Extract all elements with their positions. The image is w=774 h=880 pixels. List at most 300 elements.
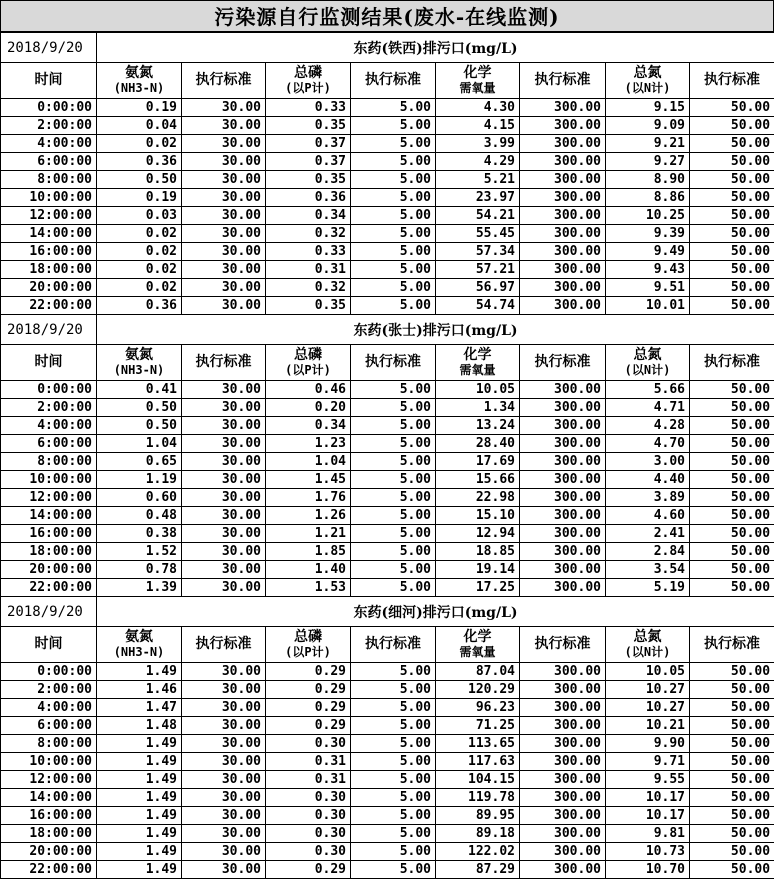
time-cell: 0:00:00 xyxy=(1,381,97,399)
header-phosphorus-standard xyxy=(351,627,436,663)
time-cell: 2:00:00 xyxy=(1,681,97,699)
phosphorus-standard-cell: 5.00 xyxy=(351,261,436,279)
cod-cell: 104.15 xyxy=(436,771,520,789)
table-row xyxy=(1,189,774,207)
cod-cell: 10.05 xyxy=(436,381,520,399)
header-phosphorus-unit: (以P计) xyxy=(285,80,331,95)
table-row xyxy=(1,153,774,171)
ammonia-standard-cell: 30.00 xyxy=(182,753,266,771)
phosphorus-standard-cell: 5.00 xyxy=(351,171,436,189)
header-nitrogen-unit: (以N计) xyxy=(624,644,671,659)
table-row xyxy=(1,699,774,717)
time-cell: 4:00:00 xyxy=(1,135,97,153)
nitrogen-standard-cell: 50.00 xyxy=(690,171,774,189)
cod-cell: 113.65 xyxy=(436,735,520,753)
table-row xyxy=(1,297,774,315)
nitrogen-cell: 9.71 xyxy=(606,753,690,771)
phosphorus-cell: 0.35 xyxy=(266,297,351,315)
ammonia-cell: 0.48 xyxy=(97,507,182,525)
ammonia-standard-cell: 30.00 xyxy=(182,789,266,807)
ammonia-cell: 1.49 xyxy=(97,825,182,843)
phosphorus-cell: 1.76 xyxy=(266,489,351,507)
header-nitrogen-standard xyxy=(690,63,774,99)
ammonia-cell: 1.49 xyxy=(97,861,182,879)
ammonia-standard-cell: 30.00 xyxy=(182,189,266,207)
phosphorus-standard-cell: 5.00 xyxy=(351,807,436,825)
header-nitrogen-standard xyxy=(690,627,774,663)
header-ammonia-standard xyxy=(182,627,266,663)
phosphorus-standard-cell: 5.00 xyxy=(351,699,436,717)
cod-cell: 15.66 xyxy=(436,471,520,489)
nitrogen-standard-cell: 50.00 xyxy=(690,771,774,789)
nitrogen-standard-cell: 50.00 xyxy=(690,525,774,543)
header-ammonia-standard xyxy=(182,345,266,381)
ammonia-standard-cell: 30.00 xyxy=(182,417,266,435)
header-cod xyxy=(436,345,520,381)
cod-cell: 87.04 xyxy=(436,663,520,681)
nitrogen-cell: 9.15 xyxy=(606,99,690,117)
phosphorus-cell: 1.21 xyxy=(266,525,351,543)
cod-cell: 12.94 xyxy=(436,525,520,543)
phosphorus-standard-cell: 5.00 xyxy=(351,789,436,807)
phosphorus-standard-cell: 5.00 xyxy=(351,435,436,453)
ammonia-cell: 1.49 xyxy=(97,843,182,861)
ammonia-cell: 0.50 xyxy=(97,171,182,189)
nitrogen-standard-cell: 50.00 xyxy=(690,579,774,597)
nitrogen-standard-cell: 50.00 xyxy=(690,207,774,225)
nitrogen-standard-cell: 50.00 xyxy=(690,135,774,153)
time-cell: 2:00:00 xyxy=(1,399,97,417)
table-row xyxy=(1,489,774,507)
ammonia-cell: 0.50 xyxy=(97,417,182,435)
ammonia-standard-cell: 30.00 xyxy=(182,117,266,135)
nitrogen-standard-cell: 50.00 xyxy=(690,243,774,261)
phosphorus-standard-cell: 5.00 xyxy=(351,99,436,117)
table-row xyxy=(1,561,774,579)
nitrogen-standard-cell: 50.00 xyxy=(690,561,774,579)
ammonia-cell: 1.49 xyxy=(97,735,182,753)
section-outlet-title: 东药(张士)排污口(mg/L) xyxy=(97,315,774,345)
nitrogen-standard-cell: 50.00 xyxy=(690,471,774,489)
time-cell: 14:00:00 xyxy=(1,507,97,525)
table-row xyxy=(1,279,774,297)
table-row xyxy=(1,807,774,825)
nitrogen-cell: 5.19 xyxy=(606,579,690,597)
nitrogen-standard-cell: 50.00 xyxy=(690,807,774,825)
nitrogen-cell: 10.70 xyxy=(606,861,690,879)
time-cell: 20:00:00 xyxy=(1,843,97,861)
ammonia-cell: 0.02 xyxy=(97,279,182,297)
time-cell: 20:00:00 xyxy=(1,561,97,579)
phosphorus-cell: 0.37 xyxy=(266,153,351,171)
ammonia-cell: 1.19 xyxy=(97,471,182,489)
header-ammonia-label: 氨氮 xyxy=(125,64,153,81)
section-header-row xyxy=(1,315,774,345)
section-header-row xyxy=(1,33,774,63)
phosphorus-standard-cell: 5.00 xyxy=(351,753,436,771)
ammonia-standard-cell: 30.00 xyxy=(182,453,266,471)
header-cod-standard-label: 执行标准 xyxy=(534,72,591,88)
ammonia-cell: 1.52 xyxy=(97,543,182,561)
cod-cell: 55.45 xyxy=(436,225,520,243)
cod-cell: 122.02 xyxy=(436,843,520,861)
phosphorus-standard-cell: 5.00 xyxy=(351,717,436,735)
time-cell: 18:00:00 xyxy=(1,261,97,279)
ammonia-cell: 0.02 xyxy=(97,225,182,243)
phosphorus-standard-cell: 5.00 xyxy=(351,561,436,579)
ammonia-cell: 1.49 xyxy=(97,807,182,825)
header-phosphorus-label: 总磷 xyxy=(294,628,322,645)
time-cell: 14:00:00 xyxy=(1,225,97,243)
phosphorus-standard-cell: 5.00 xyxy=(351,543,436,561)
cod-cell: 28.40 xyxy=(436,435,520,453)
phosphorus-cell: 1.45 xyxy=(266,471,351,489)
cod-cell: 57.34 xyxy=(436,243,520,261)
cod-cell: 89.95 xyxy=(436,807,520,825)
time-cell: 6:00:00 xyxy=(1,435,97,453)
header-cod-unit: 需氧量 xyxy=(459,362,496,377)
header-time-label: 时间 xyxy=(34,636,63,652)
ammonia-standard-cell: 30.00 xyxy=(182,579,266,597)
ammonia-standard-cell: 30.00 xyxy=(182,435,266,453)
table-row xyxy=(1,261,774,279)
phosphorus-standard-cell: 5.00 xyxy=(351,225,436,243)
nitrogen-standard-cell: 50.00 xyxy=(690,699,774,717)
nitrogen-cell: 10.27 xyxy=(606,681,690,699)
cod-standard-cell: 300.00 xyxy=(520,543,606,561)
phosphorus-cell: 0.34 xyxy=(266,207,351,225)
ammonia-cell: 1.39 xyxy=(97,579,182,597)
time-cell: 22:00:00 xyxy=(1,579,97,597)
time-cell: 16:00:00 xyxy=(1,807,97,825)
phosphorus-cell: 0.29 xyxy=(266,681,351,699)
table-row xyxy=(1,99,774,117)
header-nitrogen xyxy=(606,627,690,663)
cod-standard-cell: 300.00 xyxy=(520,225,606,243)
header-nitrogen-standard-label: 执行标准 xyxy=(704,354,761,370)
phosphorus-standard-cell: 5.00 xyxy=(351,153,436,171)
phosphorus-cell: 0.30 xyxy=(266,825,351,843)
header-phosphorus xyxy=(266,627,351,663)
nitrogen-cell: 3.00 xyxy=(606,453,690,471)
cod-cell: 3.99 xyxy=(436,135,520,153)
nitrogen-cell: 9.43 xyxy=(606,261,690,279)
ammonia-standard-cell: 30.00 xyxy=(182,735,266,753)
phosphorus-cell: 0.30 xyxy=(266,807,351,825)
time-cell: 22:00:00 xyxy=(1,861,97,879)
header-phosphorus xyxy=(266,345,351,381)
phosphorus-cell: 0.30 xyxy=(266,735,351,753)
ammonia-standard-cell: 30.00 xyxy=(182,771,266,789)
header-cod-standard-label: 执行标准 xyxy=(534,636,591,652)
phosphorus-standard-cell: 5.00 xyxy=(351,279,436,297)
ammonia-standard-cell: 30.00 xyxy=(182,561,266,579)
ammonia-standard-cell: 30.00 xyxy=(182,171,266,189)
nitrogen-standard-cell: 50.00 xyxy=(690,663,774,681)
cod-cell: 13.24 xyxy=(436,417,520,435)
phosphorus-cell: 0.31 xyxy=(266,771,351,789)
cod-cell: 89.18 xyxy=(436,825,520,843)
header-ammonia-unit: (NH3-N) xyxy=(113,362,165,377)
phosphorus-cell: 0.30 xyxy=(266,843,351,861)
header-time-label: 时间 xyxy=(34,72,63,88)
nitrogen-cell: 10.25 xyxy=(606,207,690,225)
ammonia-standard-cell: 30.00 xyxy=(182,207,266,225)
header-phosphorus-standard xyxy=(351,63,436,99)
phosphorus-cell: 0.32 xyxy=(266,279,351,297)
header-cod-label: 化学 xyxy=(463,346,492,363)
header-cod-label: 化学 xyxy=(463,64,492,81)
phosphorus-standard-cell: 5.00 xyxy=(351,117,436,135)
table-row xyxy=(1,243,774,261)
nitrogen-standard-cell: 50.00 xyxy=(690,507,774,525)
nitrogen-standard-cell: 50.00 xyxy=(690,225,774,243)
nitrogen-standard-cell: 50.00 xyxy=(690,279,774,297)
ammonia-standard-cell: 30.00 xyxy=(182,543,266,561)
nitrogen-cell: 8.90 xyxy=(606,171,690,189)
cod-standard-cell: 300.00 xyxy=(520,717,606,735)
nitrogen-standard-cell: 50.00 xyxy=(690,681,774,699)
cod-cell: 1.34 xyxy=(436,399,520,417)
table-row xyxy=(1,771,774,789)
nitrogen-cell: 10.27 xyxy=(606,699,690,717)
cod-cell: 96.23 xyxy=(436,699,520,717)
header-nitrogen-standard-label: 执行标准 xyxy=(704,636,761,652)
ammonia-standard-cell: 30.00 xyxy=(182,279,266,297)
header-ammonia xyxy=(97,345,182,381)
ammonia-standard-cell: 30.00 xyxy=(182,243,266,261)
cod-standard-cell: 300.00 xyxy=(520,525,606,543)
header-cod-standard xyxy=(520,627,606,663)
phosphorus-standard-cell: 5.00 xyxy=(351,189,436,207)
cod-standard-cell: 300.00 xyxy=(520,699,606,717)
cod-standard-cell: 300.00 xyxy=(520,189,606,207)
phosphorus-cell: 0.34 xyxy=(266,417,351,435)
nitrogen-standard-cell: 50.00 xyxy=(690,153,774,171)
header-phosphorus-standard-label: 执行标准 xyxy=(365,72,421,88)
header-nitrogen-label: 总氮 xyxy=(633,346,662,363)
header-cod-standard-label: 执行标准 xyxy=(534,354,591,370)
ammonia-standard-cell: 30.00 xyxy=(182,525,266,543)
header-time xyxy=(1,63,97,99)
nitrogen-cell: 9.27 xyxy=(606,153,690,171)
phosphorus-cell: 0.32 xyxy=(266,225,351,243)
cod-standard-cell: 300.00 xyxy=(520,99,606,117)
nitrogen-cell: 9.81 xyxy=(606,825,690,843)
table-row xyxy=(1,471,774,489)
phosphorus-cell: 0.29 xyxy=(266,861,351,879)
time-cell: 16:00:00 xyxy=(1,525,97,543)
nitrogen-cell: 4.71 xyxy=(606,399,690,417)
phosphorus-standard-cell: 5.00 xyxy=(351,417,436,435)
nitrogen-standard-cell: 50.00 xyxy=(690,297,774,315)
ammonia-standard-cell: 30.00 xyxy=(182,381,266,399)
phosphorus-standard-cell: 5.00 xyxy=(351,579,436,597)
nitrogen-standard-cell: 50.00 xyxy=(690,453,774,471)
phosphorus-cell: 0.35 xyxy=(266,117,351,135)
nitrogen-cell: 4.40 xyxy=(606,471,690,489)
phosphorus-cell: 0.33 xyxy=(266,243,351,261)
ammonia-cell: 1.04 xyxy=(97,435,182,453)
ammonia-cell: 1.49 xyxy=(97,789,182,807)
ammonia-standard-cell: 30.00 xyxy=(182,261,266,279)
time-cell: 16:00:00 xyxy=(1,243,97,261)
phosphorus-standard-cell: 5.00 xyxy=(351,489,436,507)
ammonia-standard-cell: 30.00 xyxy=(182,225,266,243)
phosphorus-cell: 0.29 xyxy=(266,699,351,717)
header-nitrogen-standard-label: 执行标准 xyxy=(704,72,761,88)
header-ammonia-label: 氨氮 xyxy=(125,346,153,363)
cod-cell: 15.10 xyxy=(436,507,520,525)
table-row xyxy=(1,753,774,771)
nitrogen-standard-cell: 50.00 xyxy=(690,825,774,843)
time-cell: 10:00:00 xyxy=(1,471,97,489)
phosphorus-standard-cell: 5.00 xyxy=(351,471,436,489)
phosphorus-cell: 0.29 xyxy=(266,717,351,735)
header-nitrogen xyxy=(606,345,690,381)
header-nitrogen xyxy=(606,63,690,99)
cod-standard-cell: 300.00 xyxy=(520,297,606,315)
table-row xyxy=(1,843,774,861)
nitrogen-cell: 10.05 xyxy=(606,663,690,681)
phosphorus-standard-cell: 5.00 xyxy=(351,297,436,315)
cod-cell: 119.78 xyxy=(436,789,520,807)
nitrogen-standard-cell: 50.00 xyxy=(690,489,774,507)
header-ammonia-unit: (NH3-N) xyxy=(113,80,165,95)
table-row xyxy=(1,507,774,525)
ammonia-cell: 1.47 xyxy=(97,699,182,717)
table-row xyxy=(1,117,774,135)
cod-standard-cell: 300.00 xyxy=(520,207,606,225)
cod-cell: 71.25 xyxy=(436,717,520,735)
nitrogen-cell: 10.17 xyxy=(606,807,690,825)
ammonia-cell: 1.49 xyxy=(97,663,182,681)
section-header-row xyxy=(1,597,774,627)
nitrogen-cell: 9.49 xyxy=(606,243,690,261)
nitrogen-cell: 10.17 xyxy=(606,789,690,807)
phosphorus-cell: 0.30 xyxy=(266,789,351,807)
nitrogen-cell: 9.09 xyxy=(606,117,690,135)
phosphorus-cell: 0.33 xyxy=(266,99,351,117)
cod-cell: 120.29 xyxy=(436,681,520,699)
header-ammonia-standard-label: 执行标准 xyxy=(195,354,252,370)
time-cell: 4:00:00 xyxy=(1,417,97,435)
cod-cell: 23.97 xyxy=(436,189,520,207)
time-cell: 8:00:00 xyxy=(1,171,97,189)
time-cell: 2:00:00 xyxy=(1,117,97,135)
ammonia-standard-cell: 30.00 xyxy=(182,843,266,861)
header-nitrogen-unit: (以N计) xyxy=(624,80,671,95)
table-row xyxy=(1,381,774,399)
header-cod xyxy=(436,627,520,663)
ammonia-cell: 0.50 xyxy=(97,399,182,417)
ammonia-standard-cell: 30.00 xyxy=(182,699,266,717)
ammonia-standard-cell: 30.00 xyxy=(182,135,266,153)
ammonia-cell: 1.49 xyxy=(97,753,182,771)
nitrogen-standard-cell: 50.00 xyxy=(690,435,774,453)
time-cell: 4:00:00 xyxy=(1,699,97,717)
table-row xyxy=(1,825,774,843)
table-row xyxy=(1,135,774,153)
ammonia-cell: 0.60 xyxy=(97,489,182,507)
cod-cell: 87.29 xyxy=(436,861,520,879)
cod-standard-cell: 300.00 xyxy=(520,135,606,153)
nitrogen-cell: 2.41 xyxy=(606,525,690,543)
cod-standard-cell: 300.00 xyxy=(520,807,606,825)
phosphorus-standard-cell: 5.00 xyxy=(351,861,436,879)
header-cod-unit: 需氧量 xyxy=(459,80,496,95)
cod-cell: 117.63 xyxy=(436,753,520,771)
ammonia-cell: 0.02 xyxy=(97,243,182,261)
cod-cell: 57.21 xyxy=(436,261,520,279)
phosphorus-standard-cell: 5.00 xyxy=(351,135,436,153)
cod-standard-cell: 300.00 xyxy=(520,117,606,135)
time-cell: 22:00:00 xyxy=(1,297,97,315)
nitrogen-cell: 2.84 xyxy=(606,543,690,561)
nitrogen-standard-cell: 50.00 xyxy=(690,99,774,117)
cod-standard-cell: 300.00 xyxy=(520,789,606,807)
nitrogen-standard-cell: 50.00 xyxy=(690,843,774,861)
time-cell: 12:00:00 xyxy=(1,489,97,507)
phosphorus-cell: 0.46 xyxy=(266,381,351,399)
ammonia-standard-cell: 30.00 xyxy=(182,297,266,315)
cod-cell: 17.69 xyxy=(436,453,520,471)
time-cell: 10:00:00 xyxy=(1,189,97,207)
table-row xyxy=(1,225,774,243)
phosphorus-cell: 1.85 xyxy=(266,543,351,561)
nitrogen-standard-cell: 50.00 xyxy=(690,861,774,879)
nitrogen-cell: 9.90 xyxy=(606,735,690,753)
phosphorus-standard-cell: 5.00 xyxy=(351,681,436,699)
phosphorus-cell: 0.29 xyxy=(266,663,351,681)
header-ammonia-label: 氨氮 xyxy=(125,628,153,645)
ammonia-standard-cell: 30.00 xyxy=(182,99,266,117)
table-row xyxy=(1,789,774,807)
phosphorus-standard-cell: 5.00 xyxy=(351,507,436,525)
ammonia-standard-cell: 30.00 xyxy=(182,681,266,699)
sheet-title: 污染源自行监测结果(废水-在线监测) xyxy=(0,0,774,32)
table-row xyxy=(1,207,774,225)
ammonia-cell: 0.36 xyxy=(97,297,182,315)
cod-standard-cell: 300.00 xyxy=(520,681,606,699)
ammonia-cell: 0.02 xyxy=(97,261,182,279)
nitrogen-cell: 3.89 xyxy=(606,489,690,507)
header-phosphorus xyxy=(266,63,351,99)
section-outlet-title: 东药(铁西)排污口(mg/L) xyxy=(97,33,774,63)
nitrogen-standard-cell: 50.00 xyxy=(690,399,774,417)
cod-cell: 4.30 xyxy=(436,99,520,117)
cod-standard-cell: 300.00 xyxy=(520,435,606,453)
time-cell: 0:00:00 xyxy=(1,99,97,117)
table-row xyxy=(1,735,774,753)
cod-standard-cell: 300.00 xyxy=(520,399,606,417)
header-phosphorus-unit: (以P计) xyxy=(285,644,331,659)
ammonia-cell: 1.49 xyxy=(97,771,182,789)
header-nitrogen-label: 总氮 xyxy=(633,628,662,645)
phosphorus-cell: 0.31 xyxy=(266,261,351,279)
nitrogen-cell: 10.21 xyxy=(606,717,690,735)
ammonia-standard-cell: 30.00 xyxy=(182,825,266,843)
cod-standard-cell: 300.00 xyxy=(520,153,606,171)
nitrogen-cell: 5.66 xyxy=(606,381,690,399)
nitrogen-cell: 10.01 xyxy=(606,297,690,315)
ammonia-standard-cell: 30.00 xyxy=(182,507,266,525)
ammonia-cell: 0.36 xyxy=(97,153,182,171)
cod-cell: 4.15 xyxy=(436,117,520,135)
header-ammonia-standard-label: 执行标准 xyxy=(195,72,252,88)
header-phosphorus-standard-label: 执行标准 xyxy=(365,636,421,652)
phosphorus-standard-cell: 5.00 xyxy=(351,825,436,843)
